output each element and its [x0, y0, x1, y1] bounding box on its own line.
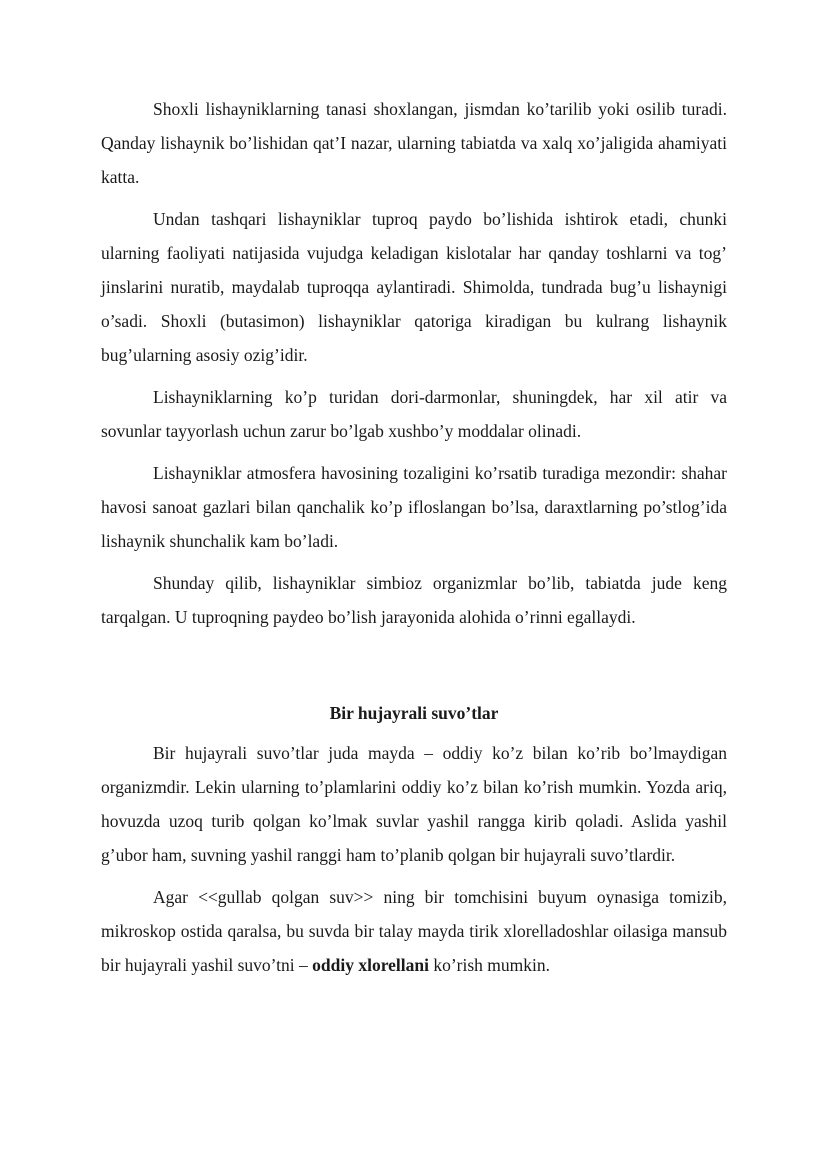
- paragraph-simbioz: Shunday qilib, lishayniklar simbioz organizmlar bo’lib, tabiatda jude keng tarqalgan. U tuproqning paydeo bo’lish jarayonida alohida o’rinni egallaydi.: [101, 573, 727, 627]
- paragraph-tuproq: Undan tashqari lishayniklar tuproq paydo bo’lishida ishtirok etadi, chunki ularning faoliyati natijasida vujudga keladigan kislotalar har qanday toshlarni va tog’ jinslarini nuratib, maydalab tuproqqa aylantiradi. Shimolda, tundrada bug’u lishaynigi o’sadi. Shoxli (butasimon) lishayniklar qatoriga kiradigan bu kulrang lishaynik bug’ularning asosiy ozig’idir.: [101, 209, 727, 365]
- paragraph-mikroskop: [101, 880, 727, 982]
- bold-term-xlorella: oddiy xlorellani: [312, 955, 429, 975]
- section-heading: Bir hujayrali suvo’tlar: [329, 703, 499, 723]
- paragraph-mikroskop-end: ko’rish mumkin.: [428, 955, 551, 975]
- paragraph-dori: Lishayniklarning ko’p turidan dori-darmonlar, shuningdek, har xil atir va sovunlar tayyorlash uchun zarur bo’lgab xushbo’y moddalar olinadi.: [101, 387, 727, 441]
- paragraph-mikroskop-text: Agar <<gullab qolgan suv>> ning bir tomchisini buyum oynasiga tomizib, mikroskop ostida qaralsa, bu suvda bir talay mayda tirik xlorelladoshlar oilasiga mansub bir hujayrali yashil suvo’tni –: [101, 887, 727, 975]
- paragraph-atmosfera: Lishayniklar atmosfera havosining tozaligini ko’rsatib turadiga mezondir: shahar havosi sanoat gazlari bilan qanchalik ko’p ifloslangan bo’lsa, daraxtlarning po’stlog’ida lishaynik shunchalik kam bo’ladi.: [101, 463, 727, 551]
- paragraph-shoxli: Shoxli lishayniklarning tanasi shoxlangan, jismdan ko’tarilib yoki osilib turadi. Qanday lishaynik bo’lishidan qat’I nazar, ularning tabiatda va xalq xo’jaligida ahamiyati katta.: [101, 99, 727, 187]
- paragraph-suvotlar: Bir hujayrali suvo’tlar juda mayda – oddiy ko’z bilan ko’rib bo’lmaydigan organizmdir. Lekin ularning to’plamlarini oddiy ko’z bilan ko’rish mumkin. Yozda ariq, hovuzda uzoq turib qolgan ko’lmak suvlar yashil rangga kirib qoladi. Aslida yashil g’ubor ham, suvning yashil ranggi ham to’planib qolgan bir hujayrali suvo’tlardir.: [101, 743, 727, 865]
- document-page: [101, 92, 727, 990]
